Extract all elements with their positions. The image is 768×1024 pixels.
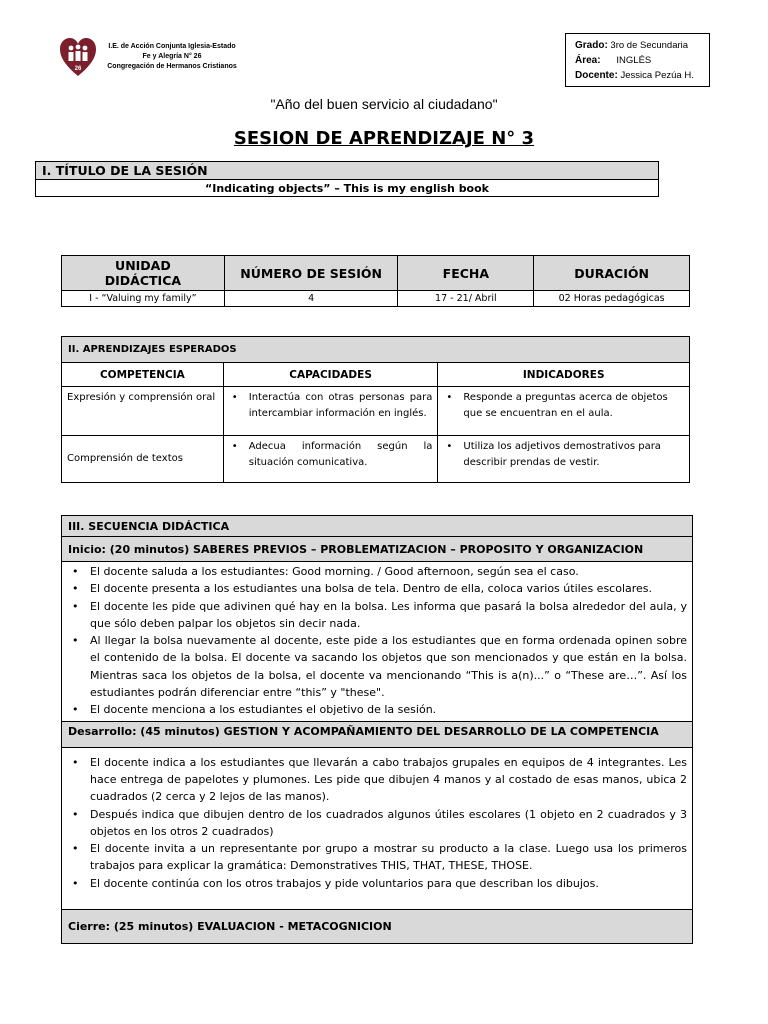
- indicador-cell: [438, 387, 690, 436]
- cierre-heading: Cierre: (25 minutos) EVALUACION - METACOGNICION: [62, 909, 693, 943]
- school-line-2: Fe y Alegría N° 26: [142, 53, 202, 60]
- indicador-item: • Utiliza los adjetivos demostrativos para describir prendas de vestir.: [443, 439, 684, 471]
- section3-heading: III. SECUENCIA DIDÁCTICA: [62, 516, 693, 537]
- school-line-1: I.E. de Acción Conjunta Iglesia-Estado: [108, 43, 236, 50]
- desarrollo-item: • El docente indica a los estudiantes que llevarán a cabo trabajos grupales en equipos de 4 integrantes. Les hace entrega de papelotes y plumones. Les pide que dibujen 4 manos y al costado de esas manos, ubica 2 cuadrados (2 cerca y 2 lejos de las manos).: [68, 754, 687, 806]
- desarrollo-heading: Desarrollo: (45 minutos) GESTION Y ACOMPAÑAMIENTO DEL DESARROLLO DE LA COMPETENCIA: [62, 721, 693, 747]
- session-title-table: [35, 161, 659, 197]
- unit-header-fecha: FECHA: [398, 256, 534, 291]
- unit-cell-numero: 4: [224, 291, 398, 307]
- grado-value: 3ro de Secundaria: [610, 40, 689, 51]
- capacidad-cell: [223, 387, 438, 436]
- desarrollo-item: • El docente invita a un representante por grupo a mostrar su producto a la clase. Luego usa los primeros trabajos para explicar la gramática: Demonstratives THIS, THAT, THESE, THOSE.: [68, 840, 687, 875]
- inicio-item: • Al llegar la bolsa nuevamente al docente, este pide a los estudiantes que en forma ordenada opinen sobre el contenido de la bolsa. El docente va sacando los objetos que son mencionados y que están en la bolsa. Mientras saca los objetos de la bolsa, el docente va mencionando “This is a(n)...” o “These are…”. Así los estudiantes podrán diferenciar entre “this” y "these".: [68, 632, 687, 701]
- school-logo: [60, 38, 96, 78]
- area-value: INGLÉS: [616, 55, 652, 66]
- school-line-3: Congregación de Hermanos Cristianos: [107, 63, 237, 70]
- desarrollo-body: [62, 747, 693, 909]
- column-indicadores: INDICADORES: [438, 363, 690, 387]
- docente-value: Jessica Pezúa H.: [620, 70, 694, 81]
- logo-number: 26: [74, 66, 82, 72]
- column-capacidades: CAPACIDADES: [223, 363, 438, 387]
- capacidad-cell: [223, 436, 438, 483]
- unit-cell-fecha: 17 - 21/ Abril: [398, 291, 534, 307]
- capacidad-item: • Adecua información según la situación comunicativa.: [229, 439, 433, 471]
- unit-cell-duracion: 02 Horas pedagógicas: [534, 291, 690, 307]
- desarrollo-item: • El docente continúa con los otros trabajos y pide voluntarios para que describan los dibujos.: [68, 875, 687, 892]
- area-label: Área:: [575, 55, 601, 66]
- indicador-cell: [438, 436, 690, 483]
- unit-table: [61, 255, 690, 307]
- unit-header-duracion: DURACIÓN: [534, 256, 690, 291]
- inicio-body: [62, 562, 693, 722]
- inicio-item: • El docente menciona a los estudiantes el objetivo de la sesión.: [68, 701, 687, 718]
- column-competencia: COMPETENCIA: [62, 363, 224, 387]
- didactic-sequence-table: [61, 515, 693, 944]
- session-title-value: “Indicating objects” – This is my english book: [36, 180, 659, 197]
- section1-heading: I. TÍTULO DE LA SESIÓN: [36, 162, 659, 180]
- indicador-item: • Responde a preguntas acerca de objetos que se encuentran en el aula.: [443, 390, 684, 422]
- unit-header-unidad: UNIDAD DIDÁCTICA: [62, 256, 225, 291]
- inicio-item: • El docente presenta a los estudiantes una bolsa de tela. Dentro de ella, coloca varios útiles escolares.: [68, 580, 687, 597]
- document-title: SESION DE APRENDIZAJE N° 3: [233, 128, 535, 149]
- section2-heading: II. APRENDIZAJES ESPERADOS: [62, 337, 690, 363]
- capacidad-item: • Interactúa con otras personas para intercambiar información en inglés.: [229, 390, 433, 422]
- course-info-box: [565, 33, 710, 87]
- inicio-heading: Inicio: (20 minutos) SABERES PREVIOS – PROBLEMATIZACION – PROPOSITO Y ORGANIZACION: [62, 537, 693, 562]
- year-motto: "Año del buen servicio al ciudadano": [270, 96, 498, 112]
- competencia-cell: Comprensión de textos: [62, 436, 224, 483]
- inicio-item: • El docente saluda a los estudiantes: Good morning. / Good afternoon, según sea el caso.: [68, 563, 687, 580]
- unit-header-numero: NÚMERO DE SESIÓN: [224, 256, 398, 291]
- competencia-cell: Expresión y comprensión oral: [62, 387, 224, 436]
- school-name: [92, 42, 252, 72]
- grado-label: Grado:: [575, 40, 608, 51]
- desarrollo-item: • Después indica que dibujen dentro de los cuadrados algunos útiles escolares (1 objeto en 2 cuadrados y 3 objetos en los otros 2 cuadrados): [68, 806, 687, 841]
- inicio-item: • El docente les pide que adivinen qué hay en la bolsa. Les informa que pasará la bolsa alrededor del aula, y que sólo deben palpar los objetos sin decir nada.: [68, 598, 687, 633]
- unit-cell-unidad: I - “Valuing my family”: [62, 291, 225, 307]
- expected-learning-table: [61, 336, 690, 483]
- docente-label: Docente:: [575, 70, 618, 81]
